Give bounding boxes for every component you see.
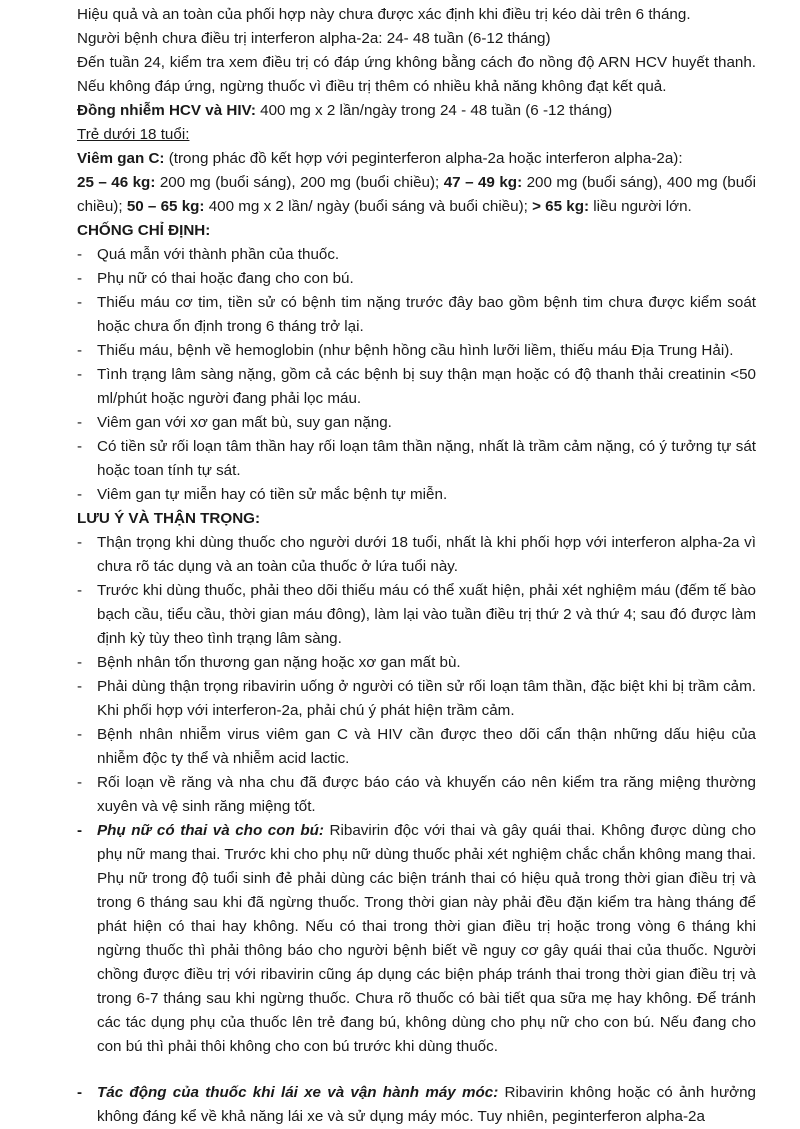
weight-band-3: 50 – 65 kg: (126, 198, 205, 215)
hepc-label: Viêm gan C: (77, 150, 165, 167)
list-item: - Trước khi dùng thuốc, phải theo dõi thiếu máu có thể xuất hiện, phải xét nghiệm máu (đếm tế bào bạch cầu, tiểu cầu, thời gian máu đông), làm lại vào tuần điều trị thứ 2 và thứ 4; sau đó được làm định kỳ tùy theo tình trạng lâm sàng. (97, 579, 756, 651)
hepc-line (77, 147, 756, 171)
pregnancy-label: Phụ nữ có thai và cho con bú: (97, 822, 324, 839)
list-item: - Viêm gan tự miễn hay có tiền sử mắc bệnh tự miễn. (97, 483, 756, 507)
list-item: - Rối loạn về răng và nha chu đã được báo cáo và khuyến cáo nên kiểm tra răng miệng thường xuyên và vệ sinh răng miệng tốt. (97, 771, 756, 819)
list-item: - Có tiền sử rối loạn tâm thần hay rối loạn tâm thần nặng, nhất là trầm cảm nặng, có ý tưởng tự sát hoặc toan tính tự sát. (97, 435, 756, 483)
pregnancy-text: Ribavirin độc với thai và gây quái thai. Không được dùng cho phụ nữ mang thai. Trước khi cho phụ nữ dùng thuốc phải xét nghiệm chắc chắn không mang thai. Phụ nữ trong độ tuổi sinh đẻ phải dùng các biện tránh thai có hiệu quả trong thời gian điều trị và trong 6 tháng sau khi đã ngừng thuốc. Trong thời gian này phải đều đặn kiểm tra hàng tháng để phát hiện có thai hay không. Nếu có thai trong thời gian điều trị hoặc trong vòng 6 tháng khi ngừng thuốc thì phải thông báo cho người bệnh biết về nguy cơ gây quái thai của thuốc. Người chồng được điều trị với ribavirin cũng áp dụng các biện pháp tránh thai trong thời gian điều trị và trong 6-7 tháng sau khi ngừng thuốc. Chưa rõ thuốc có bài tiết qua sữa mẹ hay không. Để tránh các tác dụng phụ của thuốc lên trẻ đang bú, không dùng cho phụ nữ cho con bú. Nếu đang cho con bú thì phải thôi không cho con bú trước khi dùng thuốc. (97, 822, 756, 1055)
week24-check: Đến tuần 24, kiểm tra xem điều trị có đáp ứng không bằng cách đo nồng độ ARN HCV huyết thanh. Nếu không đáp ứng, ngừng thuốc vì điều trị thêm có nhiều khả năng không đạt kết quả. (77, 54, 756, 95)
weight-band-1: 25 – 46 kg: (77, 174, 156, 191)
list-item: - Phụ nữ có thai hoặc đang cho con bú. (97, 267, 756, 291)
driving-text: Ribavirin không hoặc có ảnh hưởng không đáng kể về khả năng lái xe và sử dụng máy móc. Tuy nhiên, peginterferon alpha-2a (97, 1084, 756, 1125)
coinfection-text: 400 mg x 2 lần/ngày trong 24 - 48 tuần (6 -12 tháng) (255, 102, 613, 119)
precautions-list (97, 531, 756, 1129)
list-item: - Quá mẫn với thành phần của thuốc. (97, 243, 756, 267)
list-item: - Thận trọng khi dùng thuốc cho người dưới 18 tuổi, nhất là khi phối hợp với interferon alpha-2a vì chưa rõ tác dụng và an toàn của thuốc ở lứa tuổi này. (97, 531, 756, 579)
driving-label: Tác động của thuốc khi lái xe và vận hành máy móc: (97, 1084, 499, 1101)
coinfection-label: Đồng nhiễm HCV và HIV: (77, 102, 256, 119)
duration-note: Hiệu quả và an toàn của phối hợp này chưa được xác định khi điều trị kéo dài trên 6 tháng. (77, 6, 691, 23)
list-item: - Bệnh nhân tổn thương gan nặng hoặc xơ gan mất bù. (97, 651, 756, 675)
pregnancy-item (97, 819, 756, 1059)
weight-dose-3: 400 mg x 2 lần/ ngày (buổi sáng và buổi chiều); (204, 198, 533, 215)
weight-dose-2: 200 mg (buổi sáng), 400 mg (buổi chiều); (77, 174, 756, 215)
contraindications-heading: CHỐNG CHỈ ĐỊNH: (77, 222, 211, 239)
precautions-heading: LƯU Ý VÀ THẬN TRỌNG: (77, 510, 261, 527)
list-item: - Phải dùng thận trọng ribavirin uống ở người có tiền sử rối loạn tâm thần, đặc biệt khi bị trầm cảm. Khi phối hợp với interferon-2a, phải chú ý phát hiện trầm cảm. (97, 675, 756, 723)
driving-item (97, 1081, 756, 1129)
weight-dose-4: liều người lớn. (589, 198, 692, 215)
list-item: - Thiếu máu cơ tim, tiền sử có bệnh tim nặng trước đây bao gồm bệnh tim chưa được kiểm soát hoặc chưa ổn định trong 6 tháng trở lại. (97, 291, 756, 339)
weight-dosing (77, 171, 756, 219)
list-item: - Viêm gan với xơ gan mất bù, suy gan nặng. (97, 411, 756, 435)
weight-band-2: 47 – 49 kg: (443, 174, 523, 191)
contraindications-list (97, 243, 756, 507)
hepc-text: (trong phác đồ kết hợp với peginterferon alpha-2a hoặc interferon alpha-2a): (164, 150, 683, 167)
list-item: - Bệnh nhân nhiễm virus viêm gan C và HIV cần được theo dõi cẩn thận những dấu hiệu của nhiễm độc ty thể và nhiễm acid lactic. (97, 723, 756, 771)
children-heading: Trẻ dưới 18 tuổi: (77, 126, 190, 143)
untreated-dose: Người bệnh chưa điều trị interferon alpha-2a: 24- 48 tuần (6-12 tháng) (77, 30, 551, 47)
spacer (97, 1059, 756, 1081)
coinfection-dose (77, 99, 756, 123)
list-item: - Thiếu máu, bệnh về hemoglobin (như bệnh hồng cầu hình lưỡi liềm, thiếu máu Địa Trung Hải). (97, 339, 756, 363)
weight-band-4: > 65 kg: (532, 198, 590, 215)
dosing-section (77, 3, 756, 243)
weight-dose-1: 200 mg (buổi sáng), 200 mg (buổi chiều); (155, 174, 444, 191)
list-item: - Tình trạng lâm sàng nặng, gồm cả các bệnh bị suy thận mạn hoặc có độ thanh thải creatinin <50 ml/phút hoặc người đang phải lọc máu. (97, 363, 756, 411)
